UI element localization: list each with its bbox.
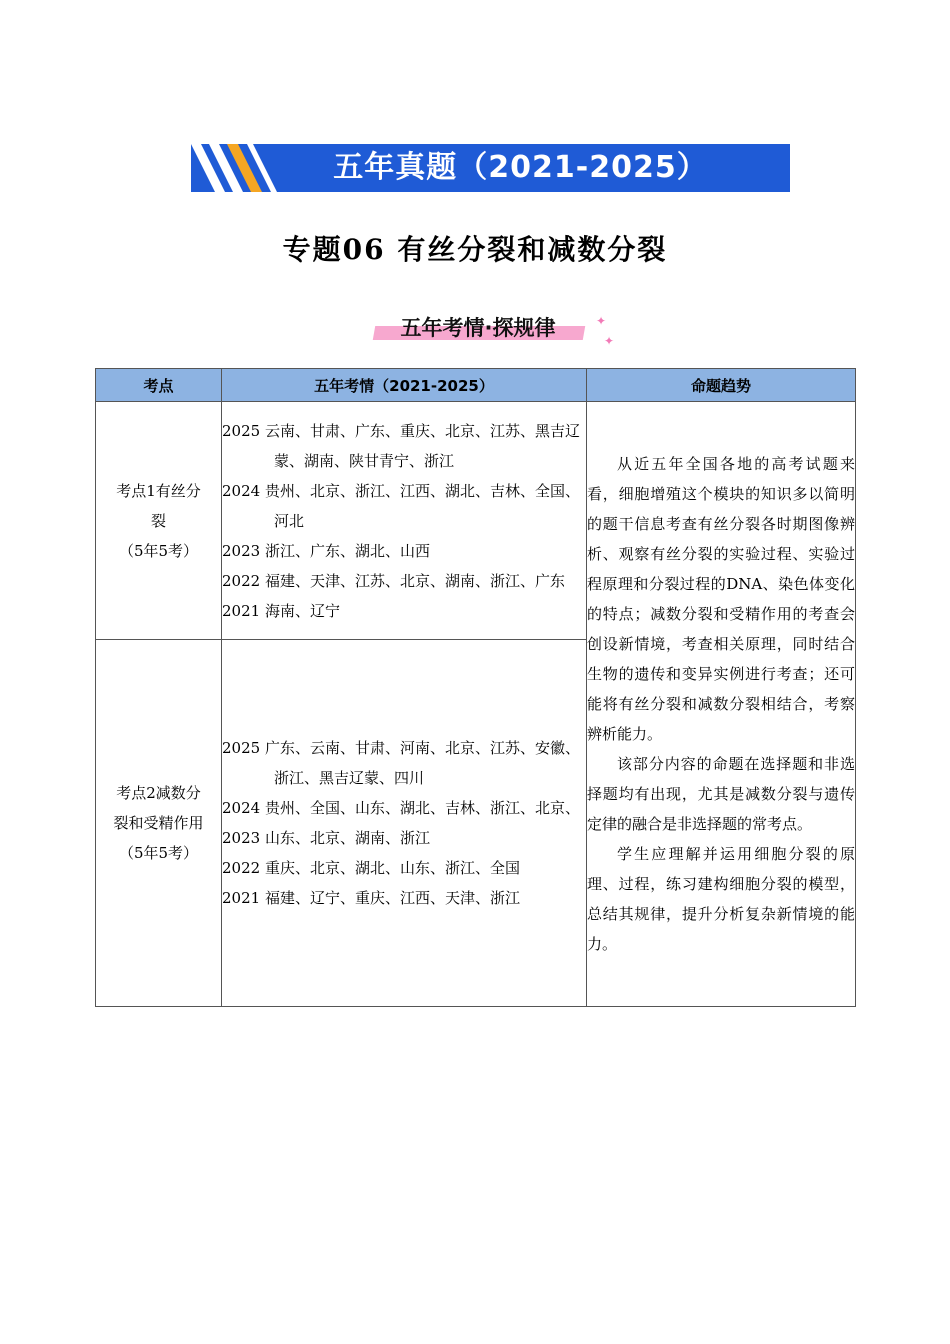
year-entry: 2021 海南、辽宁 [222, 601, 340, 620]
year-entry: 2022 重庆、北京、湖北、山东、浙江、全国 [222, 859, 520, 877]
table-row [96, 402, 856, 640]
sparkle-icon: ✦ [596, 314, 607, 328]
exam-point-cell [96, 640, 222, 1007]
year-entry: 2025 广东、云南、甘肃、河南、北京、江苏、安徽、浙江、黑吉辽蒙、四川 [222, 739, 580, 787]
title-banner [191, 144, 790, 192]
year-entry: 2023 浙江、广东、湖北、山西 [222, 541, 430, 560]
years-cell [222, 640, 587, 1007]
sparkle-icon: ✦ [604, 334, 615, 348]
year-entry: 2024 贵州、北京、浙江、江西、湖北、吉林、全国、河北 [222, 481, 580, 530]
exam-point-line: 考点2减数分 [116, 784, 201, 802]
trend-paragraph: 学生应理解并运用细胞分裂的原理、过程，练习建构细胞分裂的模型，总结其规律，提升分析复杂新情境的能力。 [587, 845, 855, 953]
exam-point-cell [96, 402, 222, 640]
table-header-row [96, 369, 856, 402]
section-badge-label: 五年考情·探规律 [400, 316, 556, 340]
year-entry: 2025 云南、甘肃、广东、重庆、北京、江苏、黑吉辽蒙、湖南、陕甘青宁、浙江 [222, 421, 580, 470]
exam-point-line: （5年5考） [118, 541, 199, 560]
year-entry: 2022 福建、天津、江苏、北京、湖南、浙江、广东 [222, 571, 565, 590]
year-entry: 2021 福建、辽宁、重庆、江西、天津、浙江 [222, 889, 520, 907]
header-five-year: 五年考情（2021-2025） [222, 369, 587, 402]
year-entry: 2024 贵州、全国、山东、湖北、吉林、浙江、北京、 [222, 799, 580, 817]
banner-title: 五年真题（2021-2025） [333, 150, 708, 185]
exam-point-line: 考点1有丝分 [116, 481, 201, 500]
document-title: 专题06 有丝分裂和减数分裂 [282, 233, 668, 266]
years-cell [222, 402, 587, 640]
exam-analysis-table [95, 368, 856, 1007]
exam-point-line: 裂和受精作用 [113, 814, 204, 832]
section-badge [360, 306, 615, 352]
exam-point-line: 裂 [150, 511, 166, 530]
year-entry: 2023 山东、北京、湖南、浙江 [222, 829, 430, 847]
trend-paragraph: 从近五年全国各地的高考试题来看，细胞增殖这个模块的知识多以简明的题干信息考查有丝分裂各时期图像辨析、观察有丝分裂的实验过程、实验过程原理和分裂过程的DNA、染色体变化的特点；减数分裂和受精作用的考查会创设新情境，考查相关原理，同时结合生物的遗传和变异实例进行考查；还可能将有丝分裂和减数分裂相结合，考察辨析能力。 [587, 455, 855, 743]
header-trend: 命题趋势 [587, 369, 856, 402]
exam-point-line: （5年5考） [118, 844, 199, 862]
trend-paragraph: 该部分内容的命题在选择题和非选择题均有出现，尤其是减数分裂与遗传定律的融合是非选择题的常考点。 [587, 755, 855, 833]
header-kaodian: 考点 [96, 369, 222, 402]
trend-cell [587, 402, 856, 1007]
